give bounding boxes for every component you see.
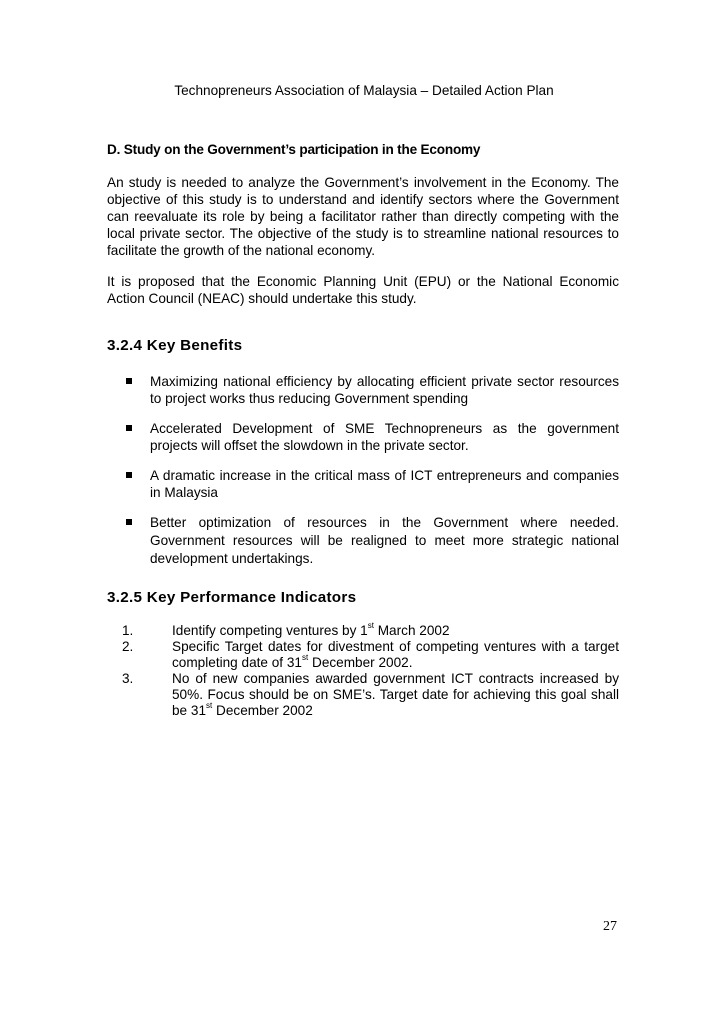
key-benefit-item [107, 514, 619, 568]
kpi-text: Specific Target dates for divestment of competing ventures with a target completing date of 31 [172, 639, 619, 670]
kpi-number: 1. [122, 623, 134, 638]
key-benefits-heading: 3.2.4 Key Benefits [107, 337, 243, 354]
kpi-text-tail: December 2002 [212, 703, 313, 718]
kpi-ordinal-suffix: st [301, 653, 309, 663]
kpi-text-tail: March 2002 [373, 623, 450, 638]
key-benefit-text: A dramatic increase in the critical mass of ICT entrepreneurs and companies in Malaysia [150, 468, 619, 500]
square-bullet-icon [126, 425, 132, 431]
kpi-number: 3. [122, 671, 134, 686]
key-benefit-item [107, 373, 619, 407]
kpi-ordinal-suffix: st [206, 701, 213, 711]
key-benefit-text: Accelerated Development of SME Technopreneurs as the government projects will offset the slowdown in the private sector. [150, 421, 619, 453]
kpi-ordinal-suffix: st [367, 621, 374, 631]
key-benefit-text: Better optimization of resources in the Government where needed. Government resources will be realigned to meet more strategic national development undertakings. [150, 515, 619, 566]
kpi-number: 2. [122, 639, 134, 654]
key-benefit-item [107, 420, 619, 454]
kpi-item [107, 623, 619, 639]
square-bullet-icon [126, 378, 132, 384]
square-bullet-icon [126, 519, 132, 525]
kpi-text: Identify competing ventures by 1 [172, 623, 368, 638]
key-benefit-item [107, 467, 619, 501]
kpi-item [107, 639, 619, 671]
running-header: Technopreneurs Association of Malaysia – Detailed Action Plan [174, 83, 554, 98]
page-content [107, 141, 619, 719]
kpi-text-tail: December 2002. [308, 655, 413, 670]
square-bullet-icon [126, 472, 132, 478]
kpi-item [107, 671, 619, 719]
key-benefits-list [107, 373, 619, 568]
kpi-text: No of new companies awarded government ICT contracts increased by 50%. Focus should be on SME’s. Target date for achieving this goal shall be 31 [172, 671, 619, 718]
section-d-paragraph-1: An study is needed to analyze the Government’s involvement in the Economy. The objective of this study is to understand and identify sectors where the Government can reevaluate its role by being a facilitator rather than directly competing with the local private sector. The objective of the study is to streamline national resources to facilitate the growth of the national economy. [107, 175, 619, 258]
section-d-paragraph-2: It is proposed that the Economic Planning Unit (EPU) or the National Economic Action Council (NEAC) should undertake this study. [107, 274, 619, 306]
page-number: 27 [603, 919, 617, 934]
key-benefit-text: Maximizing national efficiency by allocating efficient private sector resources to project works thus reducing Government spending [150, 374, 619, 406]
kpi-heading: 3.2.5 Key Performance Indicators [107, 589, 357, 606]
section-d-title: D. Study on the Government’s participation in the Economy [107, 142, 481, 157]
kpi-list [107, 623, 619, 719]
